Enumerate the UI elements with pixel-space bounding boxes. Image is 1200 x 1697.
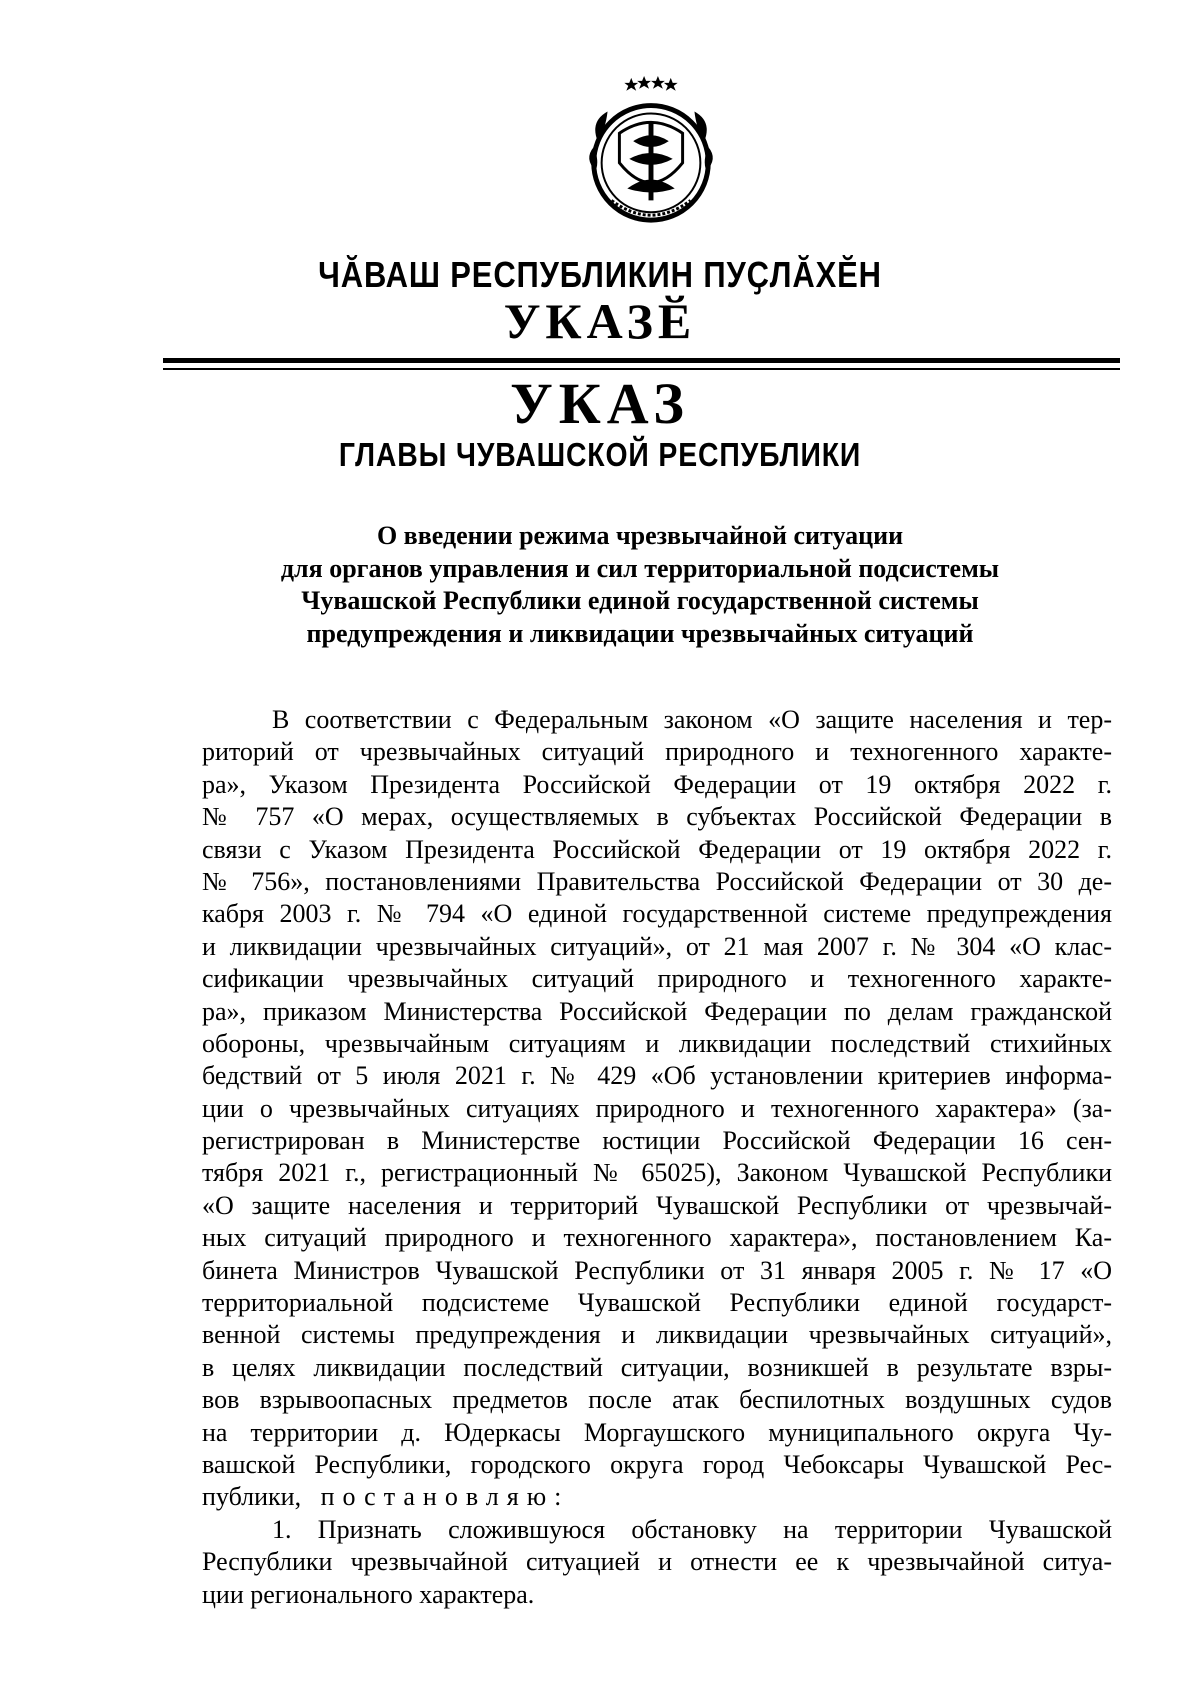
body-line: и ликвидации чрезвычайных ситуаций», от 21 мая 2007 г. № 304 «О клас- [202, 931, 1112, 961]
body-line: ра», Указом Президента Российской Федерации от 19 октября 2022 г. [202, 769, 1112, 799]
body-line: вов взрывоопасных предметов после атак беспилотных воздушных судов [202, 1385, 1112, 1415]
body-line: ции о чрезвычайных ситуациях природного и техногенного характера» (за- [202, 1093, 1112, 1123]
chuvash-emblem-icon [572, 72, 730, 230]
resolution-word: постановляю: [320, 1482, 570, 1512]
header-divider-thick [163, 358, 1120, 363]
body-line: связи с Указом Президента Российской Федерации от 19 октября 2022 г. [202, 834, 1112, 864]
title-line: О введении режима чрезвычайной ситуации [376, 521, 904, 550]
document-title [170, 520, 1110, 650]
body-line: сификации чрезвычайных ситуаций природного и техногенного характе- [202, 964, 1112, 994]
body-line: в целях ликвидации последствий ситуации, возникшей в результате взры- [202, 1352, 1112, 1382]
ukaz-title: УКАЗ [510, 371, 690, 436]
title-line: для органов управления и сил территориальной подсистемы [280, 553, 1000, 583]
body-line-final [202, 1481, 1112, 1513]
body-line: № 757 «О мерах, осуществляемых в субъектах Российской Федерации в [202, 802, 1112, 832]
item1-line: ции регионального характера. [202, 1579, 535, 1609]
body-line: бинета Министров Чувашской Республики от 31 января 2005 г. № 17 «О [202, 1255, 1112, 1285]
body-line: В соответствии с Федеральным законом «О защите населения и тер- [272, 705, 1112, 734]
chuvash-header: ЧӐВАШ РЕСПУБЛИКИН ПУҪЛӐХӖН [318, 254, 882, 295]
body-line: регистрирован в Министерстве юстиции Российской Федерации 16 сен- [202, 1126, 1112, 1156]
body-line: тября 2021 г., регистрационный № 65025), Законом Чувашской Республики [202, 1158, 1112, 1188]
body-line: обороны, чрезвычайным ситуациям и ликвидации последствий стихийных [202, 1028, 1112, 1058]
body-line: венной системы предупреждения и ликвидации чрезвычайных ситуаций», [202, 1320, 1112, 1350]
title-line: Чувашской Республики единой государственной системы [301, 586, 979, 615]
body-line: вашской Республики, городского округа город Чебоксары Чувашской Рес- [202, 1449, 1112, 1479]
chuvash-ukaze-title: УКАЗӖ [503, 293, 697, 349]
resolution-prefix: публики, [202, 1482, 302, 1512]
body-line: на территории д. Юдеркасы Моргаушского муниципального округа Чу- [202, 1417, 1112, 1447]
body-line: бедствий от 5 июля 2021 г. № 429 «Об установлении критериев информа- [202, 1061, 1112, 1091]
glavy-subtitle: ГЛАВЫ ЧУВАШСКОЙ РЕСПУБЛИКИ [338, 436, 862, 473]
body-line: № 756», постановлениями Правительства Российской Федерации от 30 де- [202, 866, 1112, 896]
body-line: ных ситуаций природного и техногенного характера», постановлением Ка- [202, 1223, 1112, 1253]
body-line: риторий от чрезвычайных ситуаций природного и техногенного характе- [202, 737, 1112, 767]
item1-line: 1. Признать сложившуюся обстановку на территории Чувашской [272, 1514, 1112, 1544]
body-line: ра», приказом Министерства Российской Федерации по делам гражданской [202, 996, 1112, 1026]
document-body [202, 704, 1112, 1611]
body-line: территориальной подсистеме Чувашской Республики единой государст- [202, 1288, 1112, 1318]
item1-line: Республики чрезвычайной ситуацией и отнести ее к чрезвычайной ситуа- [202, 1547, 1112, 1577]
title-line: предупреждения и ликвидации чрезвычайных ситуаций [306, 618, 974, 648]
body-line: кабря 2003 г. № 794 «О единой государственной системе предупреждения [202, 899, 1112, 929]
body-line: «О защите населения и территорий Чувашской Республики от чрезвычай- [202, 1190, 1112, 1220]
